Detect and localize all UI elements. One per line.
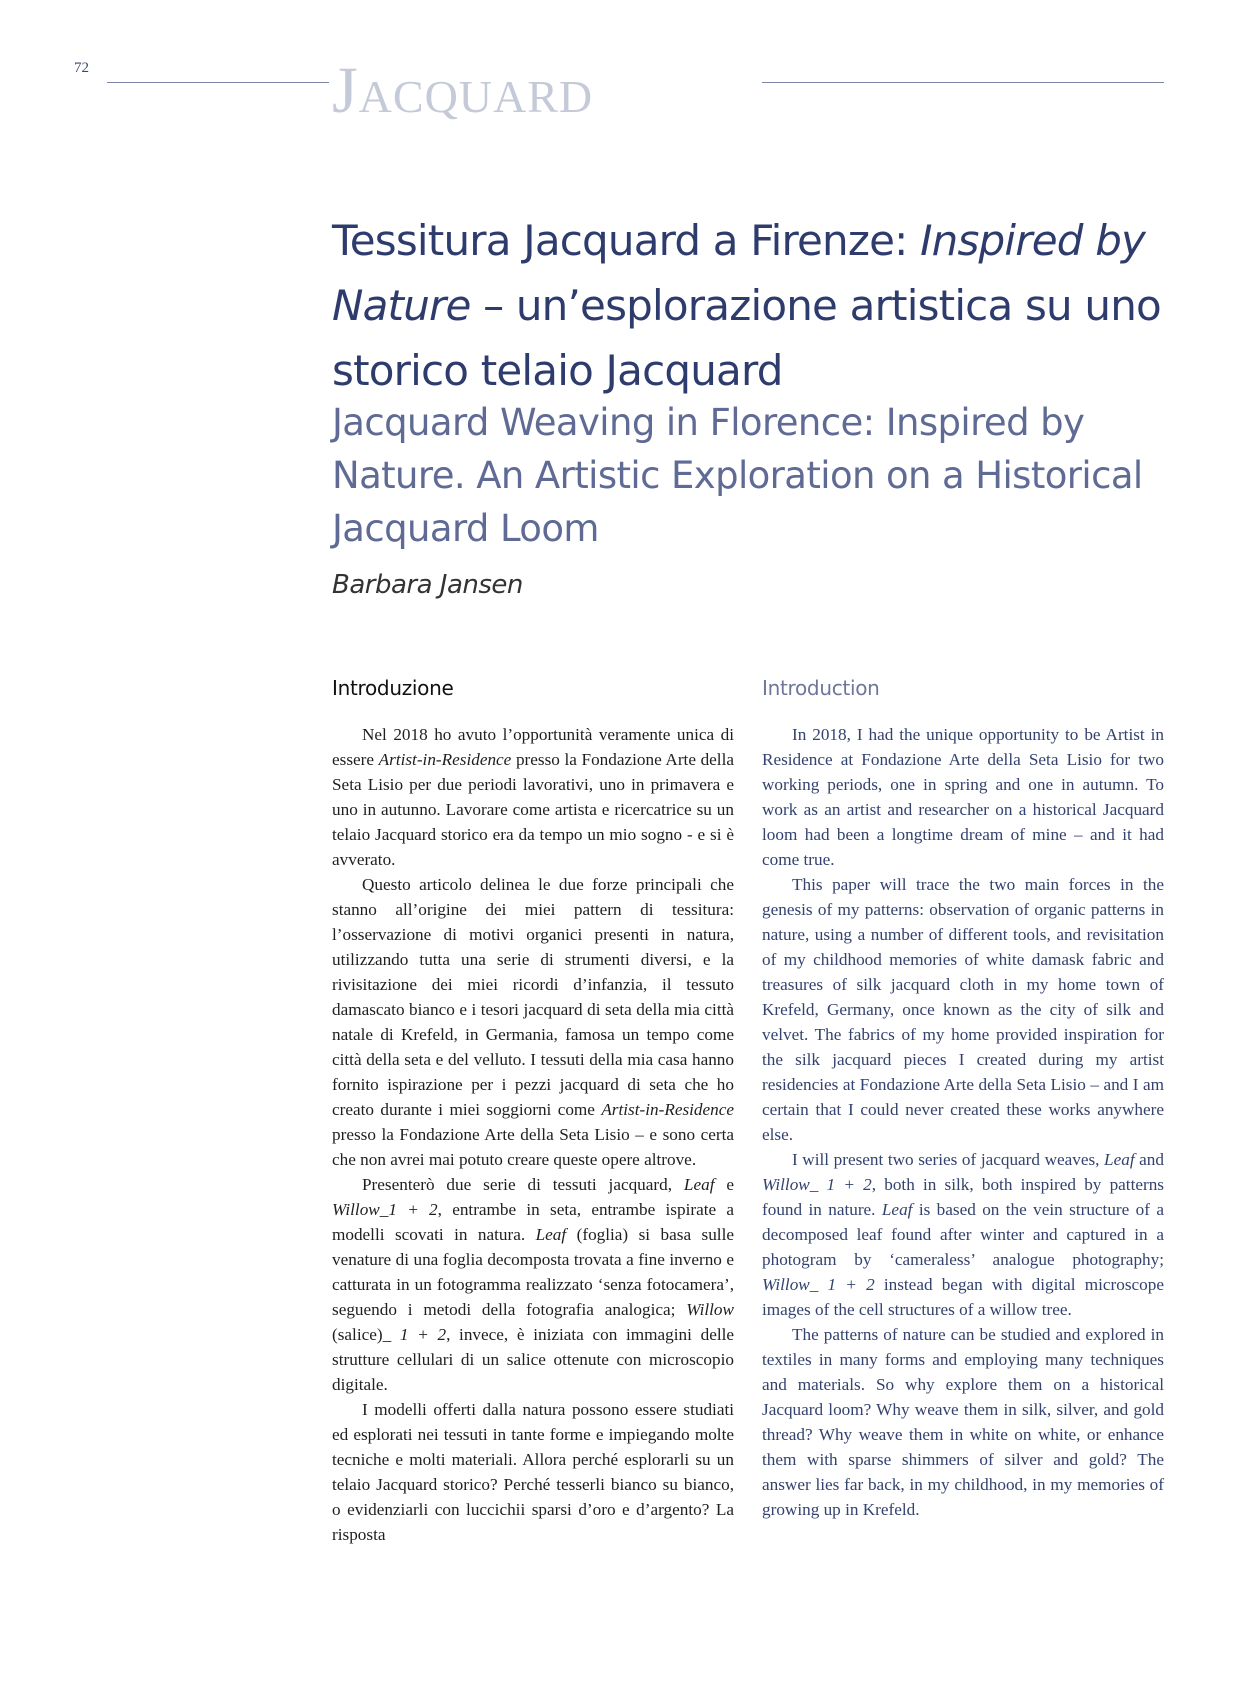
english-paragraph-3: I will present two series of jacquard weaves, Leaf and Willow_ 1 + 2, both in silk, both inspired by patterns found in nature. Leaf is based on the vein structure of a decomposed leaf found after winter and captured in a photogram by ‘cameraless’ analogue photography; Willow_ 1 + 2 instead began with digital microscope images of the cell structures of a willow tree. [762, 1150, 1164, 1319]
running-head: Jacquard [332, 54, 594, 127]
header-rule-right [762, 82, 1164, 83]
english-paragraph-1: In 2018, I had the unique opportunity to be Artist in Residence at Fondazione Arte della Seta Lisio for two working periods, one in spring and one in autumn. To work as an artist and researcher on a historical Jacquard loom had been a longtime dream of mine – and it had come true. [762, 725, 1164, 869]
header-rule-left [107, 82, 329, 83]
english-paragraph-4: The patterns of nature can be studied and explored in textiles in many forms and employing many techniques and materials. So why explore them on a historical Jacquard loom? Why weave them in silk, silver, and gold thread? Why weave them in white on white, or enhance them with sparse shimmers of silver and gold? The answer lies far back, in my childhood, in my memories of growing up in Krefeld. [762, 1325, 1164, 1519]
italian-paragraph-2: Questo articolo delinea le due forze principali che stanno all’origine dei miei pattern di tessitura: l’osservazione di motivi organici presenti in natura, utilizzando tutta una serie di strumenti diversi, e la rivisitazione dei miei ricordi d’infanzia, il tessuto damascato bianco e i tesori jacquard di seta della mia città natale di Krefeld, in Germania, famosa un tempo come città della seta e del velluto. I tessuti della mia casa hanno fornito ispirazione per i pezzi jacquard di seta che ho creato durante i miei soggiorni come Artist-in-Residence presso la Fondazione Arte della Seta Lisio – e sono certa che non avrei mai potuto creare queste opere altrove. [332, 875, 734, 1169]
title-it-part1: Tessitura Jacquard a Firenze: [332, 216, 921, 265]
italian-heading: Introduzione [332, 676, 454, 700]
italian-column [332, 676, 734, 1547]
italian-paragraph-3: Presenterò due serie di tessuti jacquard, Leaf e Willow_1 + 2, entrambe in seta, entrambe ispirate a modelli scovati in natura. Leaf (foglia) si basa sulle venature di una foglia decomposta trovata a fine inverno e catturata in un fotogramma realizzato ‘senza fotocamera’, seguendo i metodi della fotografia analogica; Willow (salice)_ 1 + 2, invece, è iniziata con immagini delle strutture cellulari di un salice ottenute con microscopio digitale. [332, 1175, 734, 1394]
article-title-italian [332, 208, 1182, 403]
english-heading: Introduction [762, 676, 880, 700]
italian-paragraph-4: I modelli offerti dalla natura possono essere studiati ed esplorati nei tessuti in tante forme e impiegando molte tecniche e molti materiali. Allora perché esplorarli su un telaio Jacquard storico? Perché tesserli bianco su bianco, o evidenziarli con luccichii sparsi d’oro e d’argento? La risposta [332, 1400, 734, 1544]
english-paragraph-2: This paper will trace the two main forces in the genesis of my patterns: observation of organic patterns in nature, using a number of different tools, and revisitation of my childhood memories of white damask fabric and treasures of silk jacquard cloth in my home town of Krefeld, Germany, once known as the city of silk and velvet. The fabrics of my home provided inspiration for the silk jacquard pieces I created during my artist residencies at Fondazione Arte della Seta Lisio – and I am certain that I could never created these works anywhere else. [762, 875, 1164, 1144]
page-number: 72 [74, 60, 89, 76]
english-column [762, 676, 1164, 1522]
article-title-english: Jacquard Weaving in Florence: Inspired by Nature. An Artistic Exploration on a Historical Jacquard Loom [332, 401, 1143, 550]
italian-paragraph-1: Nel 2018 ho avuto l’opportunità veramente unica di essere Artist-in-Residence presso la Fondazione Arte della Seta Lisio per due periodi lavorativi, uno in primavera e uno in autunno. Lavorare come artista e ricercatrice su un telaio Jacquard storico era da tempo un mio sogno - e si è avverato. [332, 725, 734, 869]
title-it-italic: Inspired by Nature [332, 216, 1146, 330]
author-name: Barbara Jansen [332, 570, 523, 600]
title-it-part2: – un’esplorazione artistica su uno storico telaio Jacquard [332, 281, 1161, 395]
